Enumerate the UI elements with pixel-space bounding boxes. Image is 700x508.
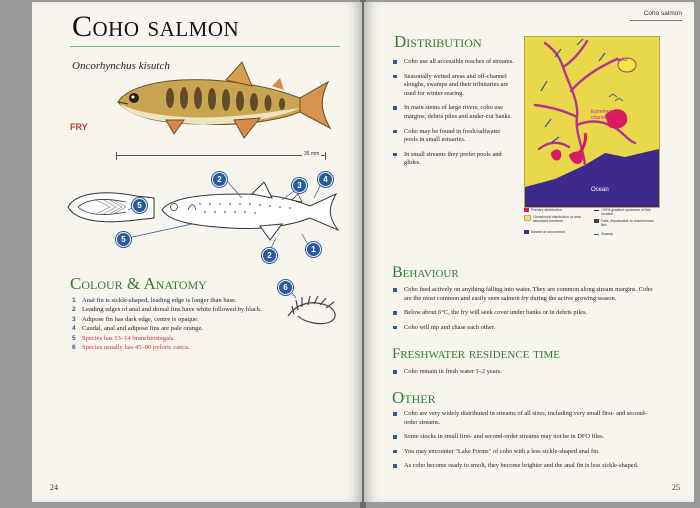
map-label-lake: Lake bbox=[617, 57, 628, 63]
anatomy-list bbox=[72, 296, 312, 352]
section-heading-behaviour: Behaviour bbox=[392, 264, 459, 281]
scale-label: 35 mm bbox=[304, 151, 320, 157]
list-item: In main stems of large rivers, coho use margins, debris piles and under-cut banks. bbox=[392, 104, 514, 121]
list-item: In small streams they prefer pools and glides. bbox=[392, 151, 514, 168]
callout-badge-5: 5 bbox=[116, 232, 131, 247]
list-item: Coho feed actively on anything falling into water. They are common along stream margins. Coho are the most common and easily seen salmon fry during the active growing season. bbox=[392, 286, 658, 303]
legend-swatch bbox=[524, 215, 531, 221]
page-title: Coho salmon bbox=[72, 10, 240, 43]
callout-badge-2: 2 bbox=[262, 248, 277, 263]
list-item: 1 Anal fin is sickle-shaped, leading edge is longer than base. bbox=[72, 297, 237, 304]
list-item: As coho become ready to smolt, they become brighter and the anal fin is less sickle-shaped. bbox=[392, 462, 658, 471]
scientific-name: Oncorhynchus kisutch bbox=[72, 60, 170, 72]
stage-label: FRY bbox=[70, 122, 88, 132]
section-heading-freshwater: Freshwater residence time bbox=[392, 346, 561, 362]
section-heading-other: Other bbox=[392, 388, 436, 407]
callout-badge-1: 1 bbox=[306, 242, 321, 257]
list-item: Coho are very widely distributed in streams of all sizes, including very small first- and second-order streams. bbox=[392, 410, 658, 427]
list-item: Coho use all accessible reaches of streams. bbox=[392, 58, 514, 67]
legend-item: Swamp bbox=[594, 232, 658, 236]
list-item: 5 Species has 13–14 branchiostegals. bbox=[72, 334, 176, 342]
legend-item: Falls, impassable to anadromous fish bbox=[594, 219, 658, 228]
list-item: Seasonally wetted areas and off-channel sloughs, swamps and their tributaries are used for winter rearing. bbox=[392, 73, 514, 99]
map-legend bbox=[524, 208, 660, 244]
list-item: Coho may be found in fresh/saltwater pools in small estuaries. bbox=[392, 128, 514, 145]
callout-badge-3: 3 bbox=[292, 178, 307, 193]
section-heading-distribution: Distribution bbox=[394, 32, 482, 51]
list-item: 2 Leading edges of anal and dorsal fins have white followed by black. bbox=[72, 306, 262, 314]
freshwater-list bbox=[392, 368, 658, 383]
page-number: 24 bbox=[50, 483, 58, 492]
falls-icon bbox=[594, 219, 599, 223]
callout-badge-2: 2 bbox=[212, 172, 227, 187]
distribution-map bbox=[524, 36, 660, 208]
behaviour-list bbox=[392, 286, 658, 338]
running-head-rule bbox=[630, 20, 682, 21]
swamp-icon bbox=[594, 232, 599, 235]
map-label-ocean: Ocean bbox=[591, 187, 609, 193]
list-item: Some stocks in small first- and second-order streams may not be in DFO files. bbox=[392, 433, 658, 442]
other-list bbox=[392, 410, 658, 477]
callout-badge-5: 5 bbox=[132, 198, 147, 213]
list-item: 3 Adipose fin has dark edge, centre is opaque. bbox=[72, 315, 199, 323]
list-item: Coho remain in fresh water 1–2 years. bbox=[392, 368, 658, 377]
legend-swatch bbox=[524, 208, 529, 212]
legend-item: Occasional distribution or less abundant numbers bbox=[524, 215, 590, 224]
right-page bbox=[364, 2, 694, 502]
distribution-list bbox=[392, 58, 514, 174]
running-head: Coho salmon bbox=[643, 10, 682, 17]
legend-swatch bbox=[524, 230, 529, 234]
callout-badge-4: 4 bbox=[318, 172, 333, 187]
legend-item: Absent or uncommon bbox=[524, 230, 590, 234]
callout-badge-6: 6 bbox=[278, 280, 293, 295]
left-page bbox=[32, 2, 362, 502]
list-item: Below about 6°C, the fry will seek cover under banks or in debris piles. bbox=[392, 309, 658, 318]
section-heading-colour-anatomy: Colour & Anatomy bbox=[70, 274, 207, 293]
legend-item: Primary distribution bbox=[524, 208, 590, 212]
page-number: 25 bbox=[672, 483, 680, 492]
gradient-arrow-icon bbox=[594, 210, 599, 211]
list-item: You may encounter "Lake Forms" of coho with a less sickle-shaped anal fin. bbox=[392, 448, 658, 457]
map-drawing bbox=[525, 37, 659, 207]
list-item: 6 Species usually has 45–80 pyloric caeca. bbox=[72, 344, 190, 352]
legend-item: >20% gradient upstream of this location bbox=[594, 208, 658, 217]
map-label-ephemeral: Ephemeral channel bbox=[591, 109, 616, 121]
list-item: 4 Caudal, anal and adipose fins are pale orange. bbox=[72, 325, 204, 333]
list-item: Coho will nip and chase each other. bbox=[392, 324, 658, 333]
